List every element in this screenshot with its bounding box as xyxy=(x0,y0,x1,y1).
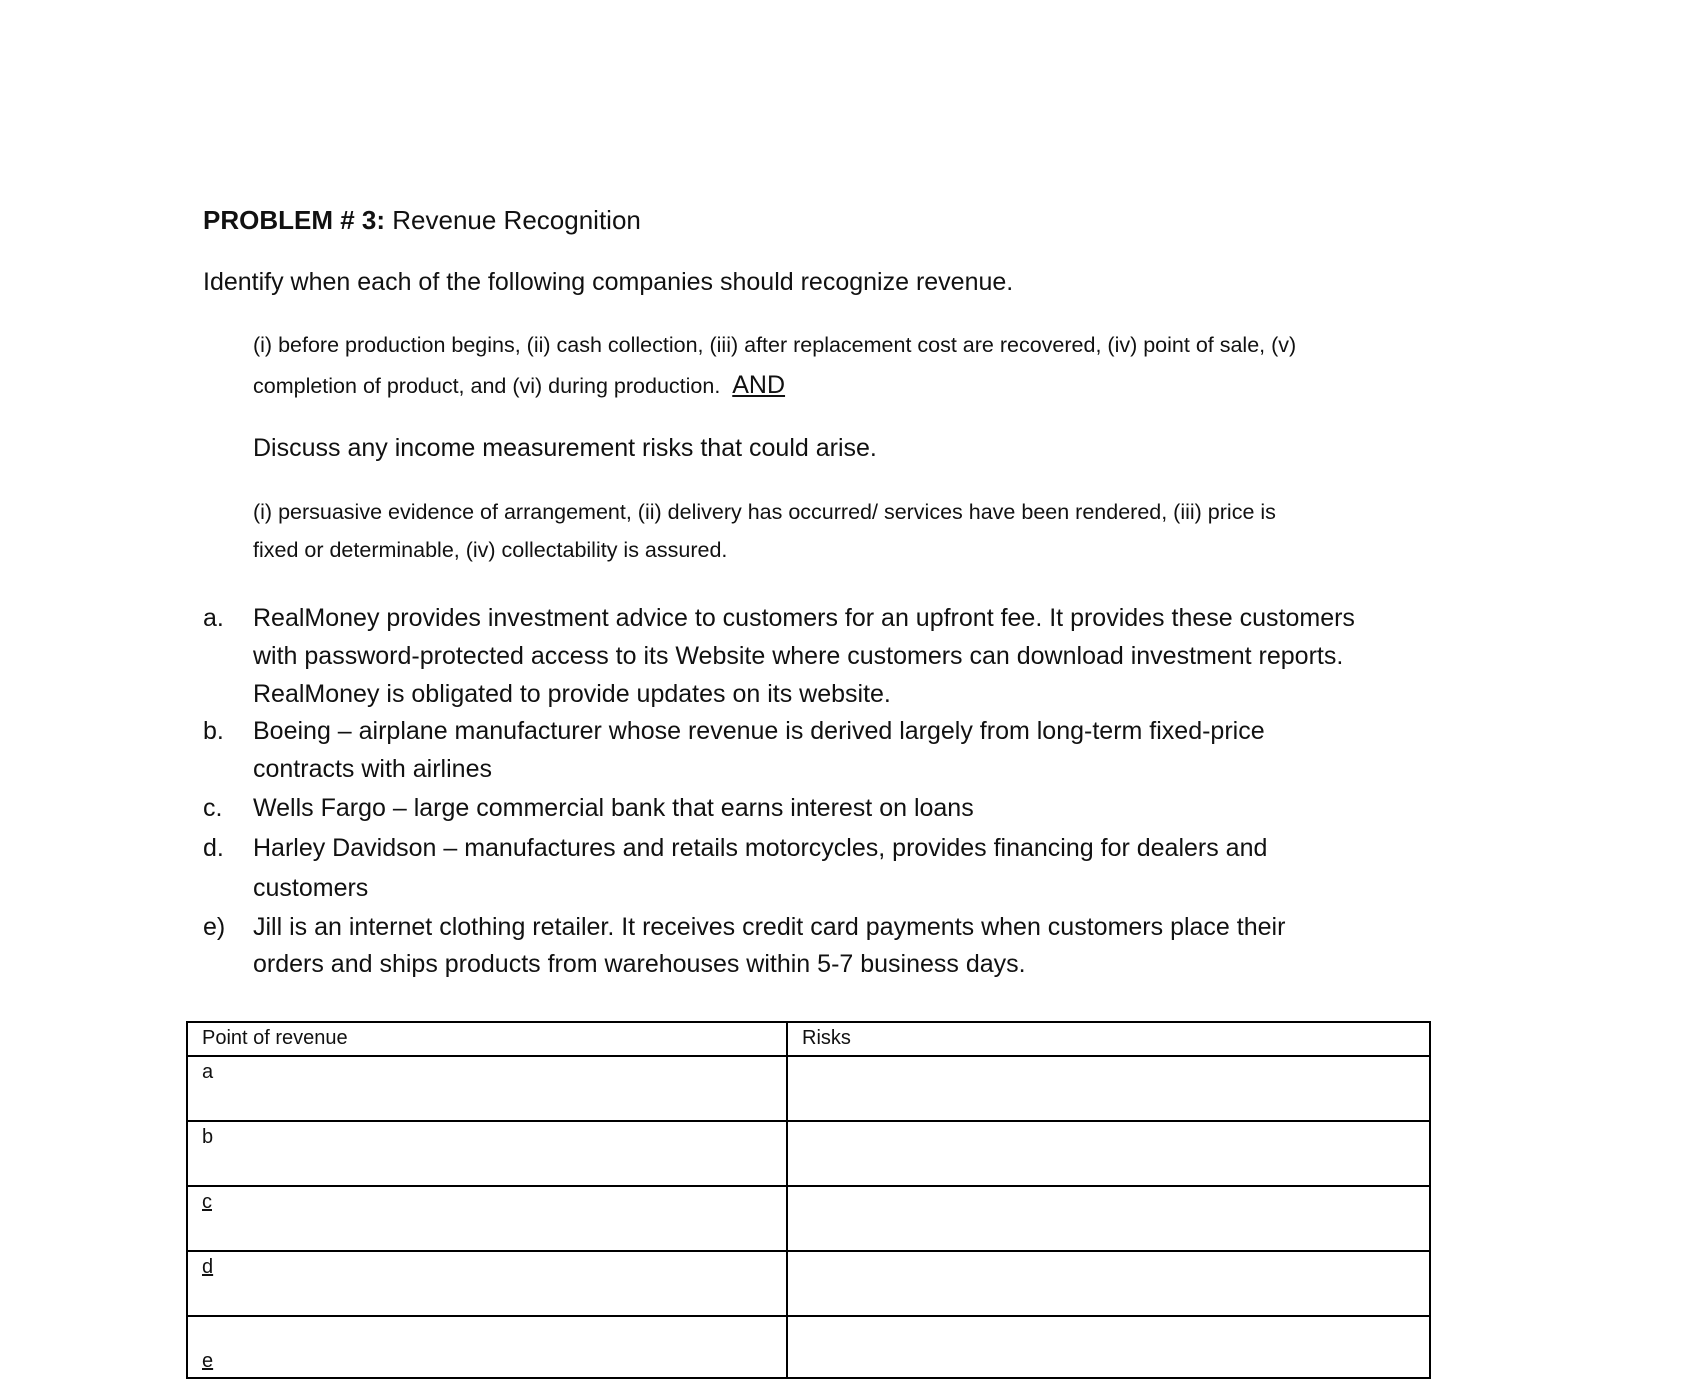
answer-table xyxy=(186,1021,1431,1379)
table-row xyxy=(187,1186,1430,1251)
heading-title: Revenue Recognition xyxy=(385,205,641,235)
row-label[interactable]: b xyxy=(187,1121,787,1186)
row-label[interactable]: e xyxy=(187,1316,787,1378)
row-label[interactable]: a xyxy=(187,1056,787,1121)
problem-heading xyxy=(203,207,641,233)
item-marker: c. xyxy=(203,794,223,822)
table-row xyxy=(187,1056,1430,1121)
item-a-line: with password-protected access to its Website where customers can download investment reports. xyxy=(253,642,1344,670)
criteria-line-1: (i) persuasive evidence of arrangement, (ii) delivery has occurred/ services have been rendered, (iii) price is xyxy=(253,500,1276,524)
risks-cell[interactable] xyxy=(787,1251,1430,1316)
item-b-line: contracts with airlines xyxy=(253,755,492,783)
item-marker: d. xyxy=(203,834,224,862)
row-label[interactable]: d xyxy=(187,1251,787,1316)
options-line-1: (i) before production begins, (ii) cash collection, (iii) after replacement cost are recovered, (iv) point of sale, (v) xyxy=(253,333,1297,357)
item-marker: b. xyxy=(203,717,224,745)
item-e-line: Jill is an internet clothing retailer. It receives credit card payments when customers place their xyxy=(253,913,1286,941)
header-point-of-revenue: Point of revenue xyxy=(187,1022,787,1056)
intro-text: Identify when each of the following companies should recognize revenue. xyxy=(203,268,1014,296)
item-e-line: orders and ships products from warehouses within 5-7 business days. xyxy=(253,950,1026,978)
header-risks: Risks xyxy=(787,1022,1430,1056)
table-header-row xyxy=(187,1022,1430,1056)
item-marker: a. xyxy=(203,604,224,632)
and-text: AND xyxy=(732,371,786,399)
item-c-line: Wells Fargo – large commercial bank that earns interest on loans xyxy=(253,794,974,822)
heading-label: PROBLEM # 3: xyxy=(203,205,386,235)
table-row xyxy=(187,1251,1430,1316)
options-line-2 xyxy=(253,373,785,398)
table-row xyxy=(187,1316,1430,1378)
item-d-line: customers xyxy=(253,874,369,902)
item-d-line: Harley Davidson – manufactures and retails motorcycles, provides financing for dealers and xyxy=(253,834,1268,862)
item-a-line: RealMoney provides investment advice to customers for an upfront fee. It provides these customers xyxy=(253,604,1355,632)
risks-cell[interactable] xyxy=(787,1121,1430,1186)
risks-cell[interactable] xyxy=(787,1316,1430,1378)
discuss-text: Discuss any income measurement risks that could arise. xyxy=(253,434,877,462)
item-marker: e) xyxy=(203,913,226,941)
item-b-line: Boeing – airplane manufacturer whose revenue is derived largely from long-term fixed-price xyxy=(253,717,1265,745)
row-label[interactable]: c xyxy=(187,1186,787,1251)
table-row xyxy=(187,1121,1430,1186)
criteria-line-2: fixed or determinable, (iv) collectability is assured. xyxy=(253,538,728,562)
options-text: completion of product, and (vi) during production. xyxy=(253,374,721,398)
risks-cell[interactable] xyxy=(787,1056,1430,1121)
risks-cell[interactable] xyxy=(787,1186,1430,1251)
item-a-line: RealMoney is obligated to provide updates on its website. xyxy=(253,680,891,708)
